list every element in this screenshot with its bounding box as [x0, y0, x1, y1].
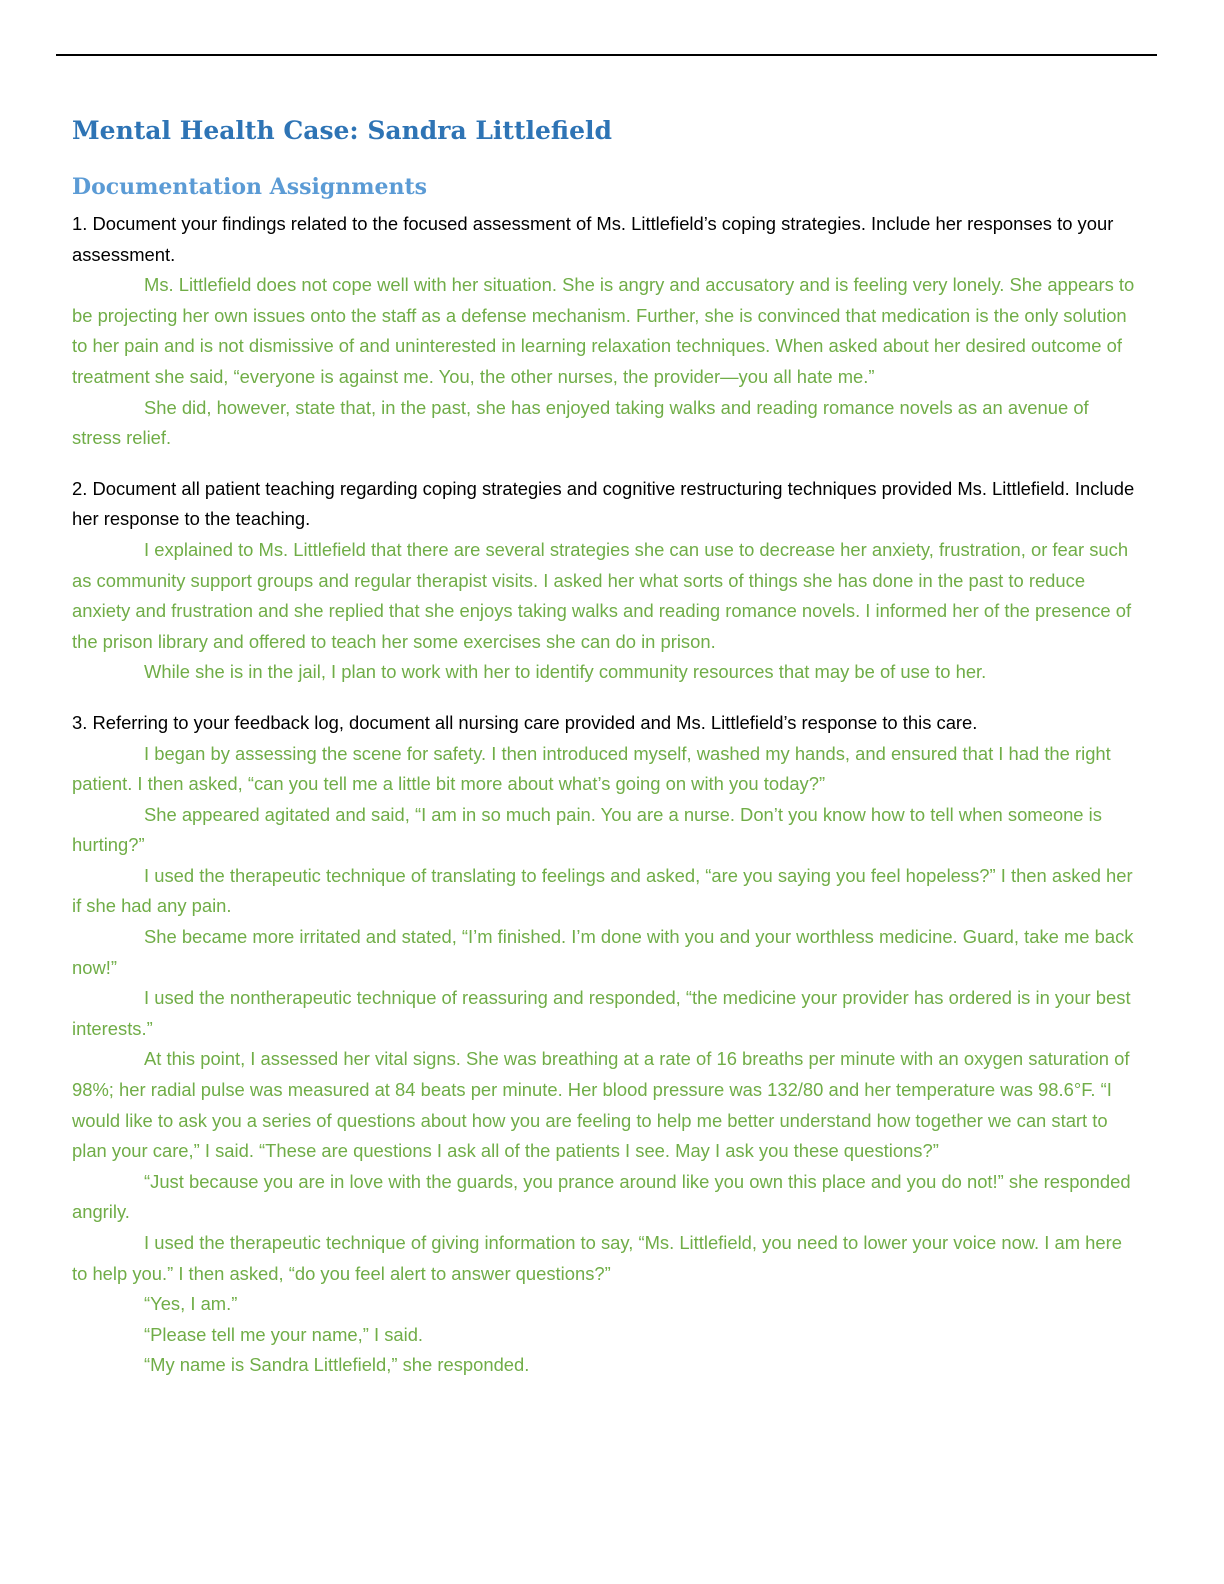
question-block-1 [72, 209, 1140, 454]
answer-paragraph: “Please tell me your name,” I said. [144, 1323, 424, 1345]
page-title: Mental Health Case: Sandra Littlefield [72, 116, 612, 145]
question-block-2 [72, 474, 1140, 688]
answer-paragraph: At this point, I assessed her vital signs. She was breathing at a rate of 16 breaths per minute with an oxygen saturation of 98%; her radial pulse was measured at 84 beats per minute. Her blood pressure was 132/80 and her temperature was 98.6°F. “I would like to ask you a series of questions about how you are feeling to help me better understand how together we can start to plan your care,” I said. “These are questions I ask all of the patients I see. May I ask you these questions?” [72, 1048, 1130, 1162]
question-prompt: 2. Document all patient teaching regarding coping strategies and cognitive restructuring techniques provided Ms. Littlefield. Include her response to the teaching. [72, 477, 1135, 530]
answer-paragraph: I began by assessing the scene for safety. I then introduced myself, washed my hands, and ensured that I had the right patient. I then asked, “can you tell me a little bit more about what’s going on with you today?” [72, 742, 1111, 795]
answer-paragraph: I used the nontherapeutic technique of reassuring and responded, “the medicine your provider has ordered is in your best interests.” [72, 987, 1131, 1039]
question-prompt: 3. Referring to your feedback log, document all nursing care provided and Ms. Littlefield’s response to this care. [72, 711, 978, 733]
document-body [72, 209, 1140, 1381]
question-block-3 [72, 708, 1140, 1381]
answer-paragraph: I used the therapeutic technique of giving information to say, “Ms. Littlefield, you need to lower your voice now. I am here to help you.” I then asked, “do you feel alert to answer questions?” [72, 1232, 1122, 1284]
answer-paragraph: “Just because you are in love with the guards, you prance around like you own this place and you do not!” she responded angrily. [72, 1170, 1131, 1223]
answer-paragraph: I explained to Ms. Littlefield that there are several strategies she can use to decrease her anxiety, frustration, or fear such as community support groups and regular therapist visits. I asked her what sorts of things she has done in the past to reduce anxiety and frustration and she replied that she enjoys taking walks and reading romance novels. I informed her of the presence of the prison library and offered to teach her some exercises she can do in prison. [72, 538, 1132, 652]
answer-paragraph: She became more irritated and stated, “I’m finished. I’m done with you and your worthless medicine. Guard, take me back now!” [72, 926, 1134, 978]
section-gap [72, 454, 1140, 474]
answer-paragraph: “My name is Sandra Littlefield,” she responded. [144, 1354, 530, 1376]
answer-paragraph: “Yes, I am.” [144, 1293, 238, 1315]
answer-paragraph: While she is in the jail, I plan to work with her to identify community resources that may be of use to her. [144, 661, 987, 683]
question-prompt: 1. Document your findings related to the focused assessment of Ms. Littlefield’s coping strategies. Include her responses to your assessment. [72, 213, 1114, 265]
answer-paragraph: She did, however, state that, in the past, she has enjoyed taking walks and reading romance novels as an avenue of stress relief. [72, 396, 1089, 449]
answer-paragraph: I used the therapeutic technique of translating to feelings and asked, “are you saying you feel hopeless?” I then asked her if she had any pain. [72, 864, 1133, 917]
section-heading: Documentation Assignments [72, 174, 428, 200]
section-gap [72, 688, 1140, 708]
header-rule [56, 54, 1157, 56]
answer-paragraph: She appeared agitated and said, “I am in so much pain. You are a nurse. Don’t you know how to tell when someone is hurting?” [72, 803, 1102, 856]
answer-paragraph: Ms. Littlefield does not cope well with her situation. She is angry and accusatory and is feeling very lonely. She appears to be projecting her own issues onto the staff as a defense mechanism. Further, she is convinced that medication is the only solution to her pain and is not dismissive of and uninterested in learning relaxation techniques. When asked about her desired outcome of treatment she said, “everyone is against me. You, the other nurses, the provider—you all hate me.” [72, 274, 1135, 387]
